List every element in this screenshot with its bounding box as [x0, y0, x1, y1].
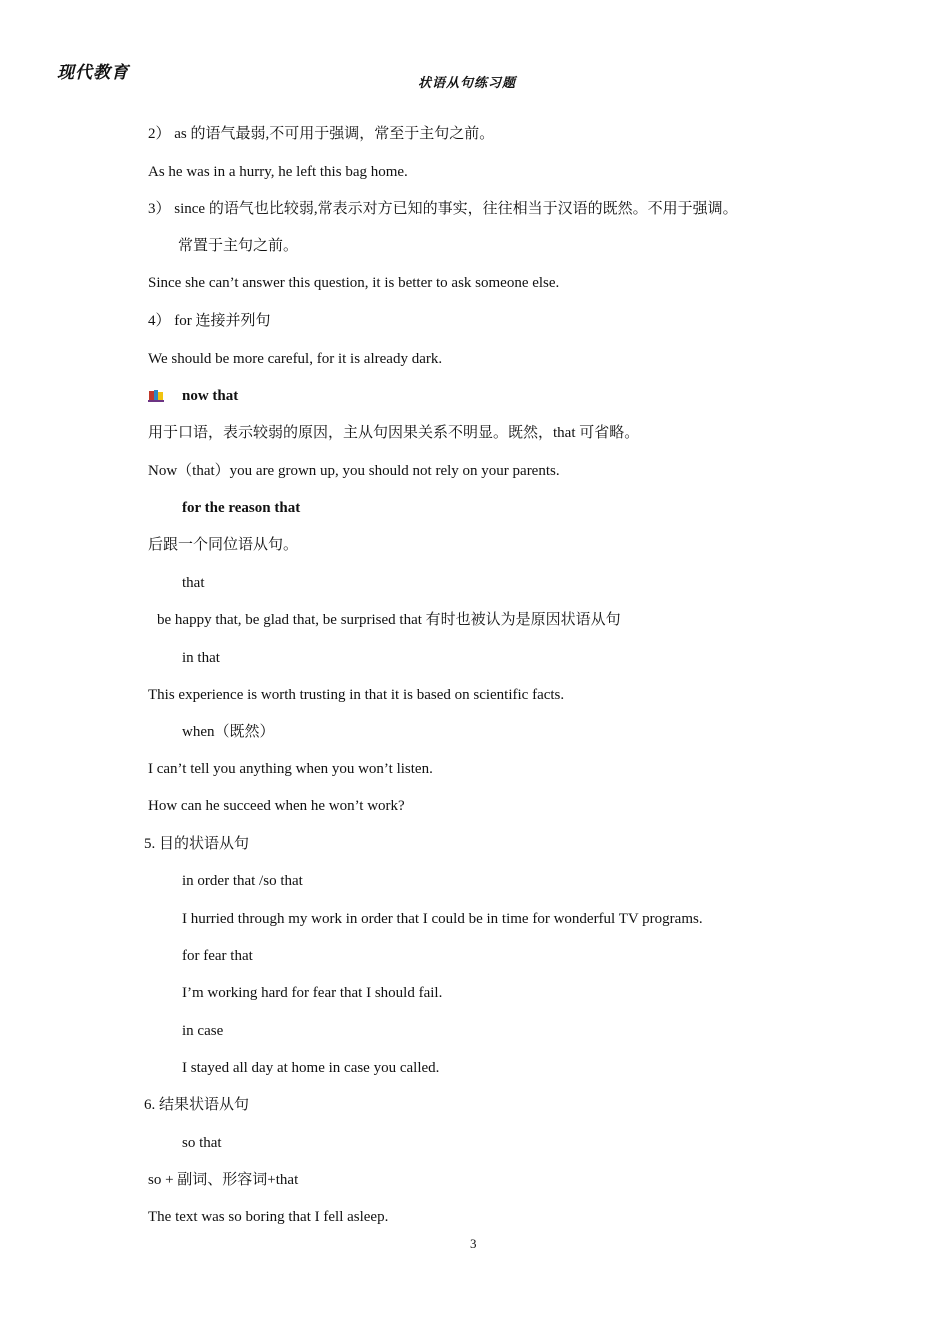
text-line: in order that /so that — [182, 873, 303, 889]
text-line: that — [182, 575, 205, 591]
text-line: Since she can’t answer this question, it is better to ask someone else. — [148, 275, 560, 291]
text-line: in that — [182, 650, 220, 666]
numbered-heading: 6. 结果状语从句 — [144, 1097, 250, 1113]
text-line: 后跟一个同位语从句。 — [148, 537, 299, 553]
document-title: 状语从句练习题 — [418, 76, 517, 91]
page-number: 3 — [470, 1236, 477, 1251]
text-line: for fear that — [182, 948, 253, 964]
text-line: 2） as 的语气最弱,不可用于强调，常至于主句之前。 — [148, 126, 495, 142]
text-line: As he was in a hurry, he left this bag home. — [148, 164, 408, 180]
section-heading: for the reason that — [182, 500, 301, 516]
text-line: This experience is worth trusting in that it is based on scientific facts. — [148, 687, 565, 703]
text-line: Now（that）you are grown up, you should not rely on your parents. — [148, 463, 560, 479]
text-line: The text was so boring that I fell asleep. — [148, 1209, 389, 1225]
text-line: so that — [182, 1135, 222, 1151]
text-line: How can he succeed when he won’t work? — [148, 798, 405, 814]
text-line: I can’t tell you anything when you won’t listen. — [148, 761, 433, 777]
text-line: when（既然） — [182, 724, 275, 740]
numbered-heading: 5. 目的状语从句 — [144, 836, 250, 852]
text-line: I hurried through my work in order that I could be in time for wonderful TV programs. — [182, 911, 703, 927]
brand-logo-text: 现代教育 — [57, 63, 129, 83]
text-line: 常置于主句之前。 — [178, 238, 299, 254]
text-line: 4） for 连接并列句 — [148, 313, 271, 329]
text-line: 3） since 的语气也比较弱,常表示对方已知的事实，往往相当于汉语的既然。不用于强调。 — [148, 201, 738, 217]
text-line: in case — [182, 1023, 224, 1039]
text-line: I’m working hard for fear that I should fail. — [182, 985, 443, 1001]
text-line: I stayed all day at home in case you called. — [182, 1060, 440, 1076]
text-line: We should be more careful, for it is already dark. — [148, 351, 443, 367]
text-line: so + 副词、形容词+that — [148, 1172, 299, 1188]
text-line: 用于口语，表示较弱的原因，主从句因果关系不明显。既然，that 可省略。 — [148, 425, 640, 441]
section-heading: now that — [182, 388, 239, 404]
text-line: be happy that, be glad that, be surprised that 有时也被认为是原因状语从句 — [157, 612, 621, 628]
books-icon — [148, 389, 164, 403]
